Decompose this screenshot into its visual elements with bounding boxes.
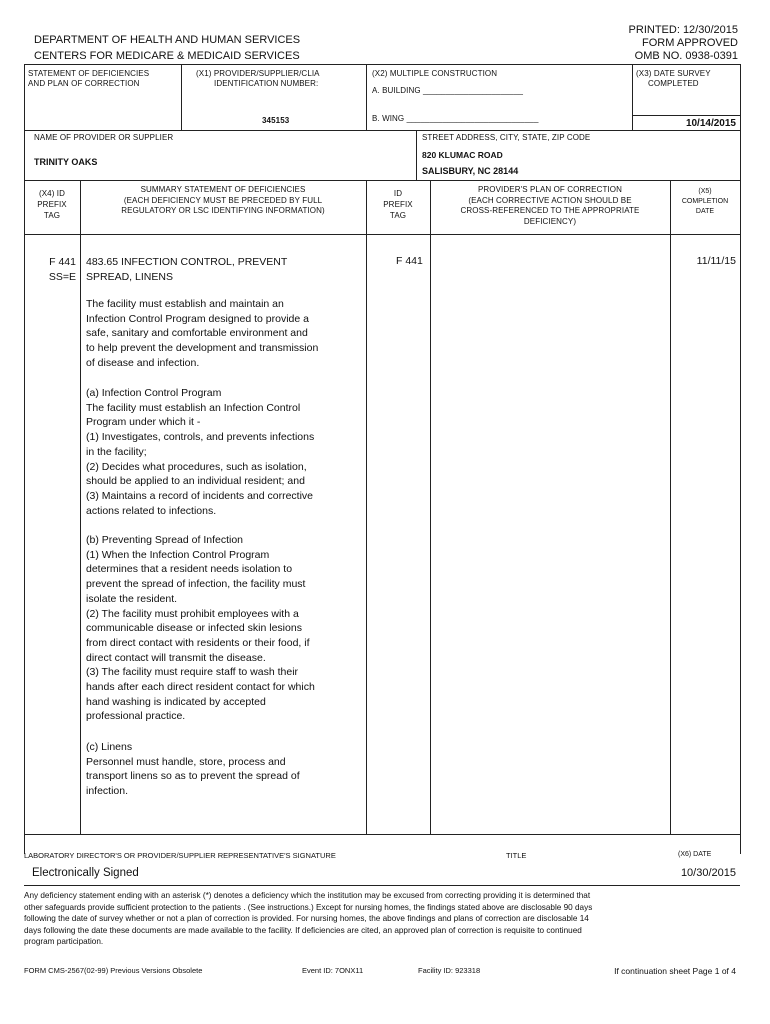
department-line-1: DEPARTMENT OF HEALTH AND HUMAN SERVICES bbox=[34, 34, 301, 46]
facility-id: Facility ID: 923318 bbox=[418, 966, 481, 975]
form-number: FORM CMS-2567(02-99) Previous Versions Obsolete bbox=[24, 966, 203, 975]
building-field: A. BUILDING ______________________ bbox=[372, 86, 524, 95]
city-state-zip: SALISBURY, NC 28144 bbox=[422, 166, 519, 176]
statement-label: STATEMENT OF DEFICIENCIES AND PLAN OF CORRECTION bbox=[28, 69, 150, 88]
title-label: TITLE bbox=[506, 851, 527, 860]
completion-date: 11/11/15 bbox=[696, 255, 736, 267]
x4-header: (X4) ID PREFIX TAG bbox=[37, 189, 67, 220]
street-address: 820 KLUMAC ROAD bbox=[422, 150, 503, 160]
paragraph-general: The facility must establish and maintain an Infection Control Program designed to provide a safe, sanitary and comfortable environment and to help prevent the development and transmission of disease and infection. bbox=[86, 298, 319, 369]
deficiency-tag: F 441 SS=E bbox=[26, 255, 76, 284]
x5-header: (X5) COMPLETION DATE bbox=[681, 188, 729, 215]
signature-value: Electronically Signed bbox=[32, 867, 139, 879]
omb-number: OMB NO. 0938-0391 bbox=[634, 50, 738, 62]
paragraph-preventing-spread: (b) Preventing Spread of Infection (1) When the Infection Control Program determines that a resident needs isolation to prevent the spread of infection, the facility must isolate the resident. (2) The facility must prohibit employees with a communicable disease or infected skin lesions from direct contact with residents or their food, if direct contact will transmit the disease. (3) The facility must require staff to wash their hands after each direct resident contact for which hand washing is indicated by accepted professional practice. bbox=[86, 534, 315, 723]
summary-header: SUMMARY STATEMENT OF DEFICIENCIES (EACH DEFICIENCY MUST BE PRECEDED BY FULL REGULATORY OR LSC IDENTIFYING INFORMATION) bbox=[121, 185, 325, 215]
x6-date-label: (X6) DATE bbox=[678, 851, 712, 858]
id-header: ID PREFIX TAG bbox=[383, 189, 413, 220]
severity-scope: SS=E bbox=[48, 270, 76, 283]
disclaimer: Any deficiency statement ending with an asterisk (*) denotes a deficiency which the institution may be excused from correcting providing it is determined that other safeguards provide sufficient protection to the patients . (See instructions.) Except for nursing homes, the findings stated above are disclosable 90 days following the date of survey whether or not a plan of correction is provided. For nursing homes, the above findings and plans of correction are disclosable 14 days following the date these documents are made available to the facility. If deficiencies are cited, an approved plan of correction is requisite to continued program participation. bbox=[24, 891, 593, 947]
printed-date: PRINTED: 12/30/2015 bbox=[628, 24, 738, 36]
x3-label: (X3) DATE SURVEY COMPLETED bbox=[636, 69, 711, 88]
plan-header: PROVIDER'S PLAN OF CORRECTION (EACH CORRECTIVE ACTION SHOULD BE CROSS-REFERENCED TO THE APPROPRIATE DEFICIENCY) bbox=[460, 185, 640, 226]
continuation-page: If continuation sheet Page 1 of 4 bbox=[614, 966, 736, 976]
deficiency-title: 483.65 INFECTION CONTROL, PREVENT SPREAD, LINENS bbox=[86, 256, 288, 283]
provider-number: 345153 bbox=[262, 116, 290, 125]
event-id: Event ID: 7ONX11 bbox=[302, 966, 364, 975]
department-line-2: CENTERS FOR MEDICARE & MEDICAID SERVICES bbox=[34, 50, 300, 62]
survey-completed-date: 10/14/2015 bbox=[685, 118, 736, 129]
street-address-label: STREET ADDRESS, CITY, STATE, ZIP CODE bbox=[422, 133, 591, 142]
provider-name-label: NAME OF PROVIDER OR SUPPLIER bbox=[34, 133, 174, 142]
paragraph-infection-control-program: (a) Infection Control Program The facility must establish an Infection Control Program under which it - (1) Investigates, controls, and prevents infections in the facility; (2) Decides what procedures, such as isolation, should be applied to an individual resident; and (3) Maintains a record of incidents and corrective actions related to infections. bbox=[86, 387, 315, 517]
plan-id-tag: F 441 bbox=[396, 255, 423, 267]
signature-label: LABORATORY DIRECTOR'S OR PROVIDER/SUPPLIER REPRESENTATIVE'S SIGNATURE bbox=[24, 851, 336, 860]
form-approved: FORM APPROVED bbox=[642, 37, 738, 49]
right-border bbox=[740, 64, 741, 854]
signature-date: 10/30/2015 bbox=[680, 867, 736, 879]
wing-field: B. WING _____________________________ bbox=[372, 114, 539, 123]
provider-name: TRINITY OAKS bbox=[34, 157, 98, 167]
x2-label: (X2) MULTIPLE CONSTRUCTION bbox=[372, 69, 498, 78]
left-border bbox=[24, 64, 25, 854]
x1-label: (X1) PROVIDER/SUPPLIER/CLIA IDENTIFICATION NUMBER: bbox=[196, 69, 320, 88]
paragraph-linens: (c) Linens Personnel must handle, store, process and transport linens so as to prevent the spread of infection. bbox=[86, 741, 300, 798]
